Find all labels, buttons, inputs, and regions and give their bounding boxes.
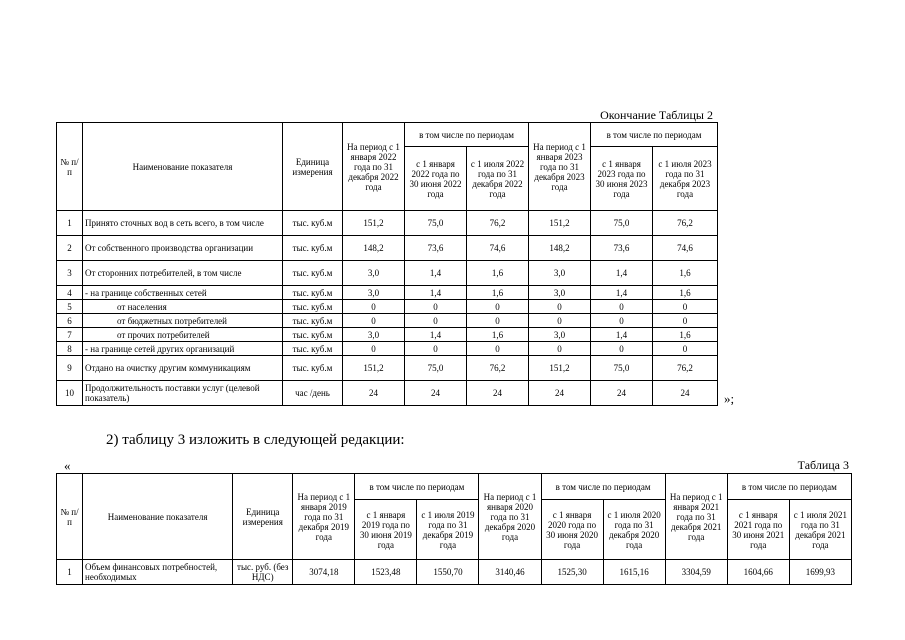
row-name: - на границе сетей других организаций — [83, 342, 283, 356]
row-value: 74,6 — [467, 236, 529, 261]
row-name: Продолжительность поставки услуг (целевой показатель) — [83, 381, 283, 406]
header-unit: Единица измерения — [233, 474, 293, 560]
header-period-2021: На период с 1 января 2021 года по 31 декабря 2021 года — [665, 474, 727, 560]
opening-quote: « — [64, 458, 71, 473]
row-value: 1,4 — [405, 286, 467, 300]
row-num: 8 — [57, 342, 83, 356]
header-2020-h2: с 1 июля 2020 года по 31 декабря 2020 года — [603, 500, 665, 560]
row-value: 3,0 — [343, 328, 405, 342]
instruction-text: 2) таблицу 3 изложить в следующей редакции: — [106, 432, 405, 448]
row-value: 1,6 — [467, 328, 529, 342]
row-value: 24 — [653, 381, 718, 406]
header-num: № п/п — [57, 474, 83, 560]
header-period-2023: На период с 1 января 2023 года по 31 декабря 2023 года — [529, 123, 591, 211]
row-value: 75,0 — [405, 211, 467, 236]
row-value: 148,2 — [529, 236, 591, 261]
row-num: 3 — [57, 261, 83, 286]
table-row — [57, 342, 718, 356]
row-value: 3,0 — [529, 261, 591, 286]
row-unit: тыс. куб.м — [283, 328, 343, 342]
row-value: 75,0 — [591, 356, 653, 381]
row-unit: тыс. куб.м — [283, 286, 343, 300]
row-value: 74,6 — [653, 236, 718, 261]
row-value: 3,0 — [343, 286, 405, 300]
table-row — [57, 560, 852, 585]
row-value: 76,2 — [467, 211, 529, 236]
row-value: 0 — [529, 300, 591, 314]
row-name: от населения — [83, 300, 283, 314]
row-name: - на границе собственных сетей — [83, 286, 283, 300]
row-value: 24 — [467, 381, 529, 406]
header-2023-h1: с 1 января 2023 года по 30 июня 2023 года — [591, 147, 653, 211]
table-3-caption: Таблица 3 — [797, 458, 849, 472]
header-num: № п/п — [57, 123, 83, 211]
row-value: 75,0 — [405, 356, 467, 381]
row-value: 0 — [653, 300, 718, 314]
row-value: 1699,93 — [789, 560, 851, 585]
row-value: 1,6 — [467, 286, 529, 300]
table-2 — [56, 122, 718, 406]
row-value: 0 — [467, 314, 529, 328]
row-value: 1615,16 — [603, 560, 665, 585]
header-including-2022: в том числе по периодам — [405, 123, 529, 147]
header-unit: Единица измерения — [283, 123, 343, 211]
row-value: 76,2 — [467, 356, 529, 381]
row-value: 0 — [405, 314, 467, 328]
table-row — [57, 286, 718, 300]
row-value: 76,2 — [653, 356, 718, 381]
row-value: 1,4 — [591, 261, 653, 286]
row-unit: тыс. куб.м — [283, 314, 343, 328]
row-value: 0 — [405, 342, 467, 356]
table-row — [57, 381, 718, 406]
header-name: Наименование показателя — [83, 474, 233, 560]
header-name: Наименование показателя — [83, 123, 283, 211]
row-value: 1,4 — [405, 261, 467, 286]
header-including-2021: в том числе по периодам — [727, 474, 851, 500]
row-value: 148,2 — [343, 236, 405, 261]
row-name: Отдано на очистку другим коммуникациям — [83, 356, 283, 381]
row-unit: тыс. куб.м — [283, 261, 343, 286]
header-period-2022: На период с 1 января 2022 года по 31 декабря 2022 года — [343, 123, 405, 211]
row-unit: тыс. куб.м — [283, 342, 343, 356]
header-2019-h2: с 1 июля 2019 года по 31 декабря 2019 года — [417, 500, 479, 560]
row-value: 3304,59 — [665, 560, 727, 585]
row-value: 0 — [591, 342, 653, 356]
row-value: 1,6 — [653, 286, 718, 300]
row-value: 1,4 — [591, 286, 653, 300]
row-value: 1523,48 — [355, 560, 417, 585]
row-value: 3,0 — [343, 261, 405, 286]
row-value: 1604,66 — [727, 560, 789, 585]
header-including-2023: в том числе по периодам — [591, 123, 718, 147]
row-value: 1,4 — [405, 328, 467, 342]
row-value: 24 — [343, 381, 405, 406]
row-unit: тыс. руб. (без НДС) — [233, 560, 293, 585]
row-name: Принято сточных вод в сеть всего, в том числе — [83, 211, 283, 236]
row-value: 0 — [467, 300, 529, 314]
row-num: 1 — [57, 560, 83, 585]
row-name: Объем финансовых потребностей, необходимых — [83, 560, 233, 585]
row-value: 1550,70 — [417, 560, 479, 585]
row-value: 151,2 — [529, 356, 591, 381]
row-value: 24 — [529, 381, 591, 406]
row-num: 6 — [57, 314, 83, 328]
row-value: 151,2 — [343, 356, 405, 381]
header-2019-h1: с 1 января 2019 года по 30 июня 2019 года — [355, 500, 417, 560]
row-num: 5 — [57, 300, 83, 314]
row-value: 73,6 — [591, 236, 653, 261]
header-period-2019: На период с 1 января 2019 года по 31 декабря 2019 года — [293, 474, 355, 560]
header-2021-h1: с 1 января 2021 года по 30 июня 2021 года — [727, 500, 789, 560]
row-unit: тыс. куб.м — [283, 236, 343, 261]
row-value: 24 — [591, 381, 653, 406]
row-unit: тыс. куб.м — [283, 211, 343, 236]
row-value: 1525,30 — [541, 560, 603, 585]
table-row — [57, 211, 718, 236]
header-including-2020: в том числе по периодам — [541, 474, 665, 500]
row-num: 7 — [57, 328, 83, 342]
row-value: 24 — [405, 381, 467, 406]
row-value: 0 — [467, 342, 529, 356]
row-value: 76,2 — [653, 211, 718, 236]
header-2021-h2: с 1 июля 2021 года по 31 декабря 2021 года — [789, 500, 851, 560]
row-name: от прочих потребителей — [83, 328, 283, 342]
row-value: 1,4 — [591, 328, 653, 342]
row-value: 0 — [653, 314, 718, 328]
row-value: 151,2 — [529, 211, 591, 236]
row-value: 3140,46 — [479, 560, 541, 585]
row-value: 3074,18 — [293, 560, 355, 585]
row-value: 0 — [529, 314, 591, 328]
row-name: от бюджетных потребителей — [83, 314, 283, 328]
table-row — [57, 328, 718, 342]
row-name: От сторонних потребителей, в том числе — [83, 261, 283, 286]
row-num: 9 — [57, 356, 83, 381]
row-value: 3,0 — [529, 328, 591, 342]
header-including-2019: в том числе по периодам — [355, 474, 479, 500]
row-value: 0 — [405, 300, 467, 314]
row-value: 3,0 — [529, 286, 591, 300]
row-value: 1,6 — [467, 261, 529, 286]
header-period-2020: На период с 1 января 2020 года по 31 декабря 2020 года — [479, 474, 541, 560]
row-num: 10 — [57, 381, 83, 406]
table-row — [57, 314, 718, 328]
table-row — [57, 300, 718, 314]
row-value: 0 — [591, 314, 653, 328]
row-unit: тыс. куб.м — [283, 300, 343, 314]
row-value: 0 — [343, 314, 405, 328]
row-unit: тыс. куб.м — [283, 356, 343, 381]
row-value: 0 — [591, 300, 653, 314]
header-2022-h1: с 1 января 2022 года по 30 июня 2022 года — [405, 147, 467, 211]
row-name: От собственного производства организации — [83, 236, 283, 261]
header-2020-h1: с 1 января 2020 года по 30 июня 2020 года — [541, 500, 603, 560]
table-row — [57, 261, 718, 286]
row-value: 73,6 — [405, 236, 467, 261]
row-num: 2 — [57, 236, 83, 261]
header-2023-h2: с 1 июля 2023 года по 31 декабря 2023 года — [653, 147, 718, 211]
row-num: 1 — [57, 211, 83, 236]
table-row — [57, 356, 718, 381]
row-value: 75,0 — [591, 211, 653, 236]
row-value: 1,6 — [653, 328, 718, 342]
table-3 — [56, 473, 852, 585]
table-2-caption: Окончание Таблицы 2 — [600, 108, 713, 122]
row-num: 4 — [57, 286, 83, 300]
row-unit: час /день — [283, 381, 343, 406]
row-value: 151,2 — [343, 211, 405, 236]
table-row — [57, 236, 718, 261]
header-2022-h2: с 1 июля 2022 года по 31 декабря 2022 года — [467, 147, 529, 211]
row-value: 0 — [529, 342, 591, 356]
row-value: 0 — [653, 342, 718, 356]
row-value: 1,6 — [653, 261, 718, 286]
row-value: 0 — [343, 342, 405, 356]
closing-quote: »; — [724, 391, 735, 406]
row-value: 0 — [343, 300, 405, 314]
